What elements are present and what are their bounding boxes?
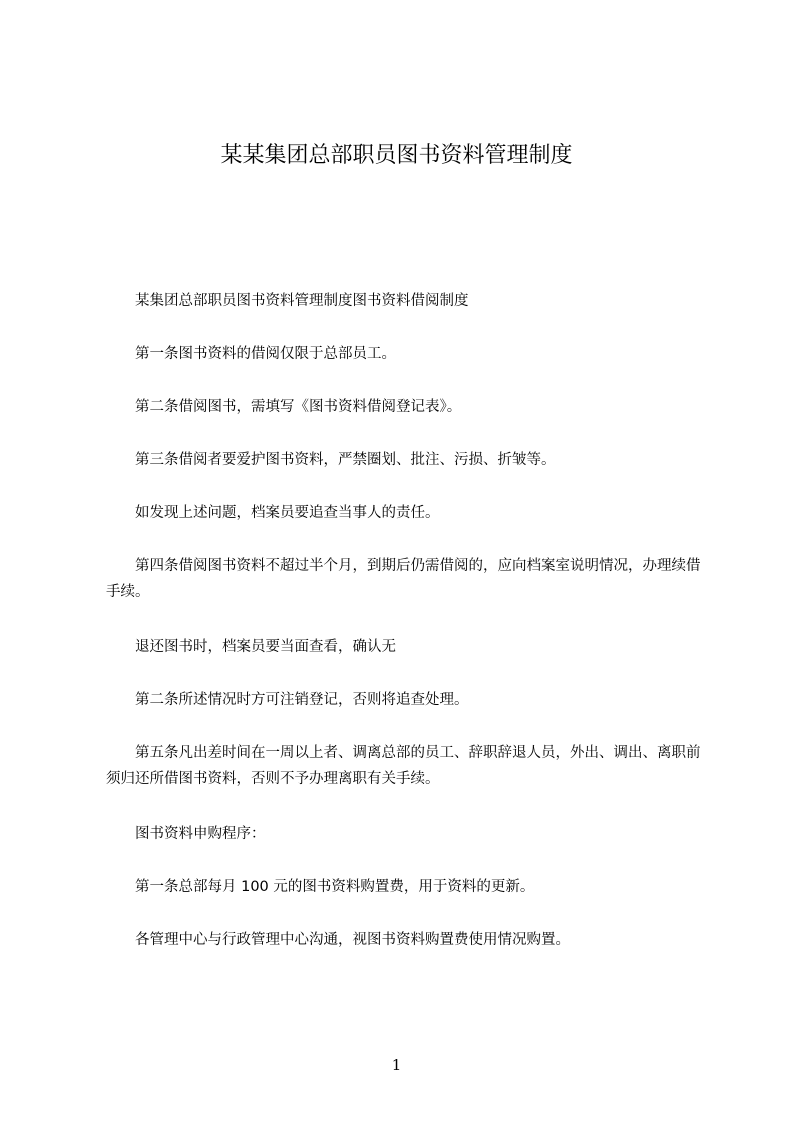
page-title: 某某集团总部职员图书资料管理制度 [220,143,573,168]
paragraph: 第一条总部每月 100 元的图书资料购置费，用于资料的更新。 [135,879,535,895]
paragraph: 图书资料申购程序： [135,826,266,842]
paragraph: 第一条图书资料的借阅仅限于总部员工。 [135,346,396,362]
paragraph: 第二条借阅图书，需填写《图书资料借阅登记表》。 [135,399,462,415]
paragraph: 如发现上述问题，档案员要追查当事人的责任。 [135,505,440,521]
paragraph: 第四条借阅图书资料不超过半个月，到期后仍需借阅的，应向档案室说明情况，办理续借手续。 [106,558,701,600]
paragraph: 各管理中心与行政管理中心沟通，视图书资料购置费使用情况购置。 [135,932,570,948]
paragraph: 退还图书时，档案员要当面查看，确认无 [135,639,396,655]
paragraph: 第五条凡出差时间在一周以上者、调离总部的员工、辞职辞退人员，外出、调出、离职前须归还所借图书资料，否则不予办理离职有关手续。 [106,745,701,787]
paragraph: 第二条所述情况时方可注销登记，否则将追查处理。 [135,692,469,708]
paragraph: 第三条借阅者要爱护图书资料，严禁圈划、批注、污损、折皱等。 [135,452,556,468]
page-number: 1 [391,1056,402,1074]
paragraph: 某集团总部职员图书资料管理制度图书资料借阅制度 [135,293,469,309]
